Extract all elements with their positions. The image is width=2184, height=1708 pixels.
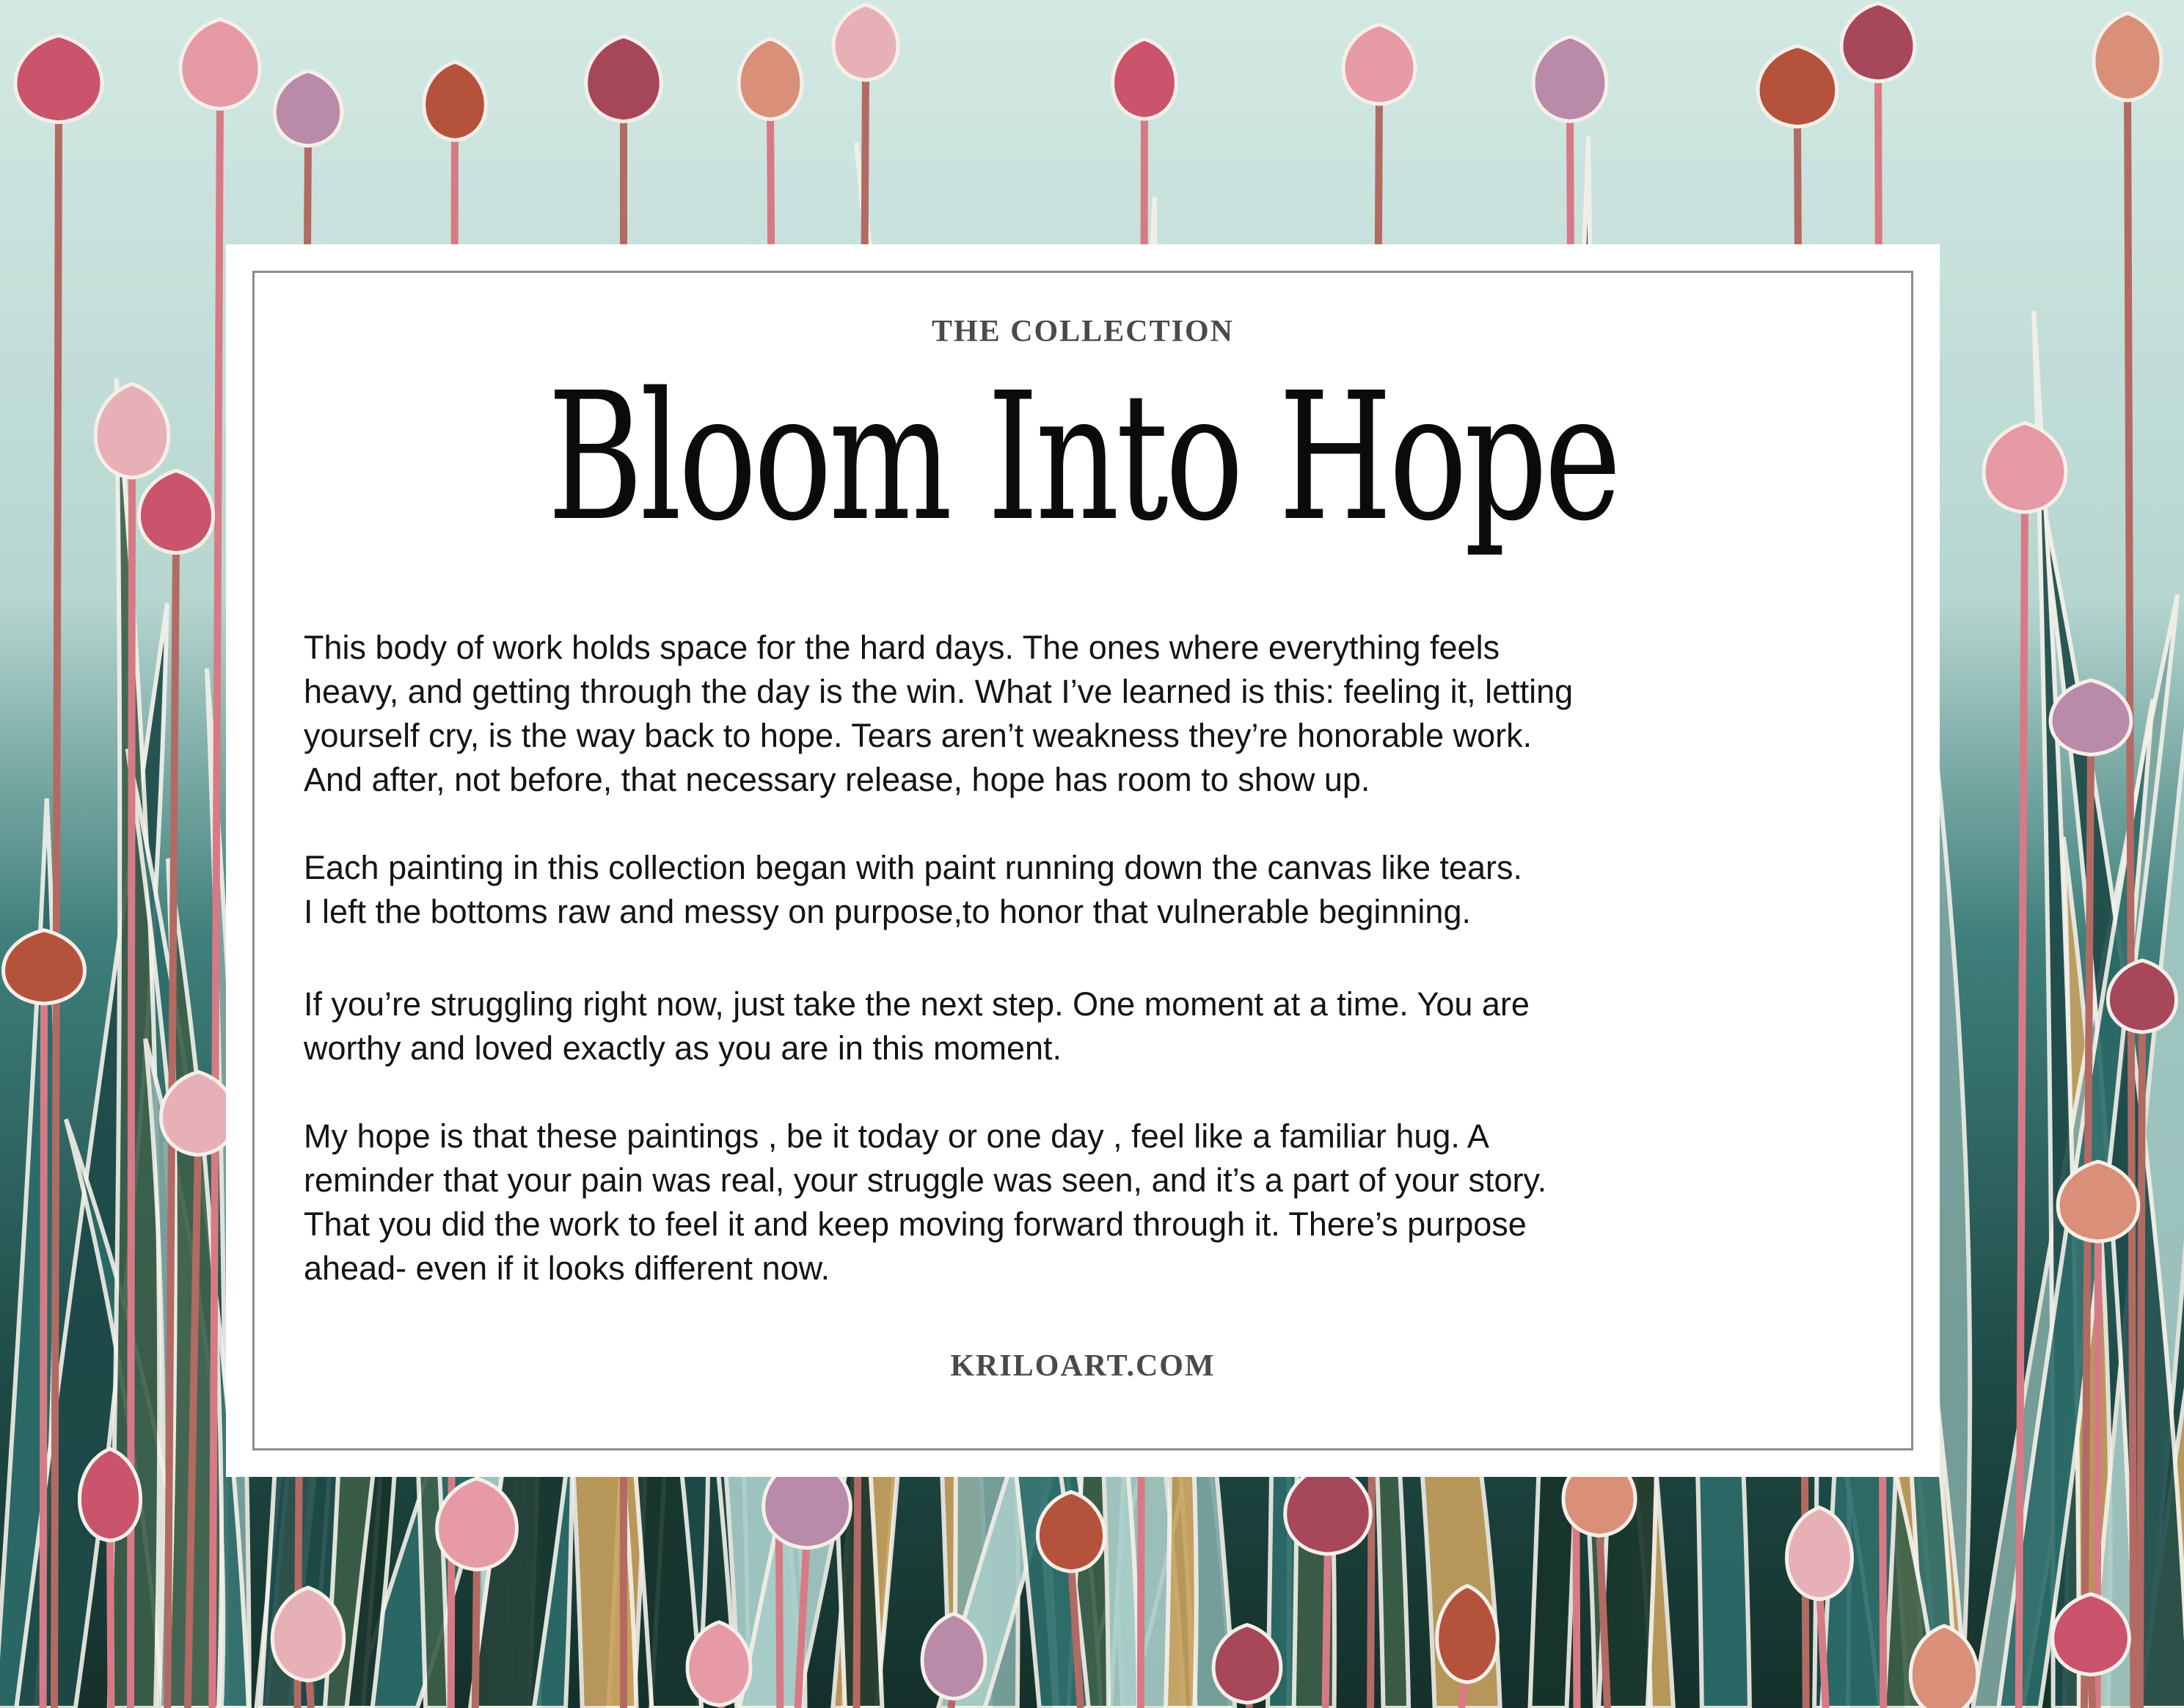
website-link[interactable]: KRILOART.COM: [950, 1349, 1216, 1383]
collection-eyebrow: THE COLLECTION: [932, 315, 1234, 348]
statement-paragraph: My hope is that these paintings , be it today or one day , feel like a familiar hug. A reminder that your pain was real, your struggle was seen, and it’s a part of your story. That you did the work to feel it and keep moving forward through it. There’s purpose ahead- even if it looks different now.: [304, 1117, 1547, 1287]
flower-stem: [54, 110, 59, 1708]
flower-stem: [2140, 1027, 2142, 1708]
collection-card: [226, 244, 1940, 1477]
collection-statement: [304, 626, 1888, 1335]
flower-stem: [475, 1555, 477, 1708]
statement-paragraph: Each painting in this collection began with paint running down the canvas like tears. I left the bottoms raw and messy on purpose,to honor that vulnerable beginning.: [304, 849, 1523, 930]
flower-stem: [1326, 1541, 1328, 1708]
flower-stem: [110, 1526, 111, 1708]
statement-paragraph: If you’re struggling right now, just take the next step. One moment at a time. You are worthy and loved exactly as you are in this moment.: [304, 985, 1530, 1067]
collection-title: Bloom Into Hope: [547, 354, 1618, 560]
statement-paragraph: This body of work holds space for the hard days. The ones where everything feels heavy, and getting through the day is the win. What I’ve learned is this: feeling it, letting yourself cry, is the way back to hope. Tears aren’t weakness they’re honorable work. And after, not before, that necessary release, hope has room to show up.: [304, 629, 1574, 798]
flower-stem: [43, 998, 44, 1708]
